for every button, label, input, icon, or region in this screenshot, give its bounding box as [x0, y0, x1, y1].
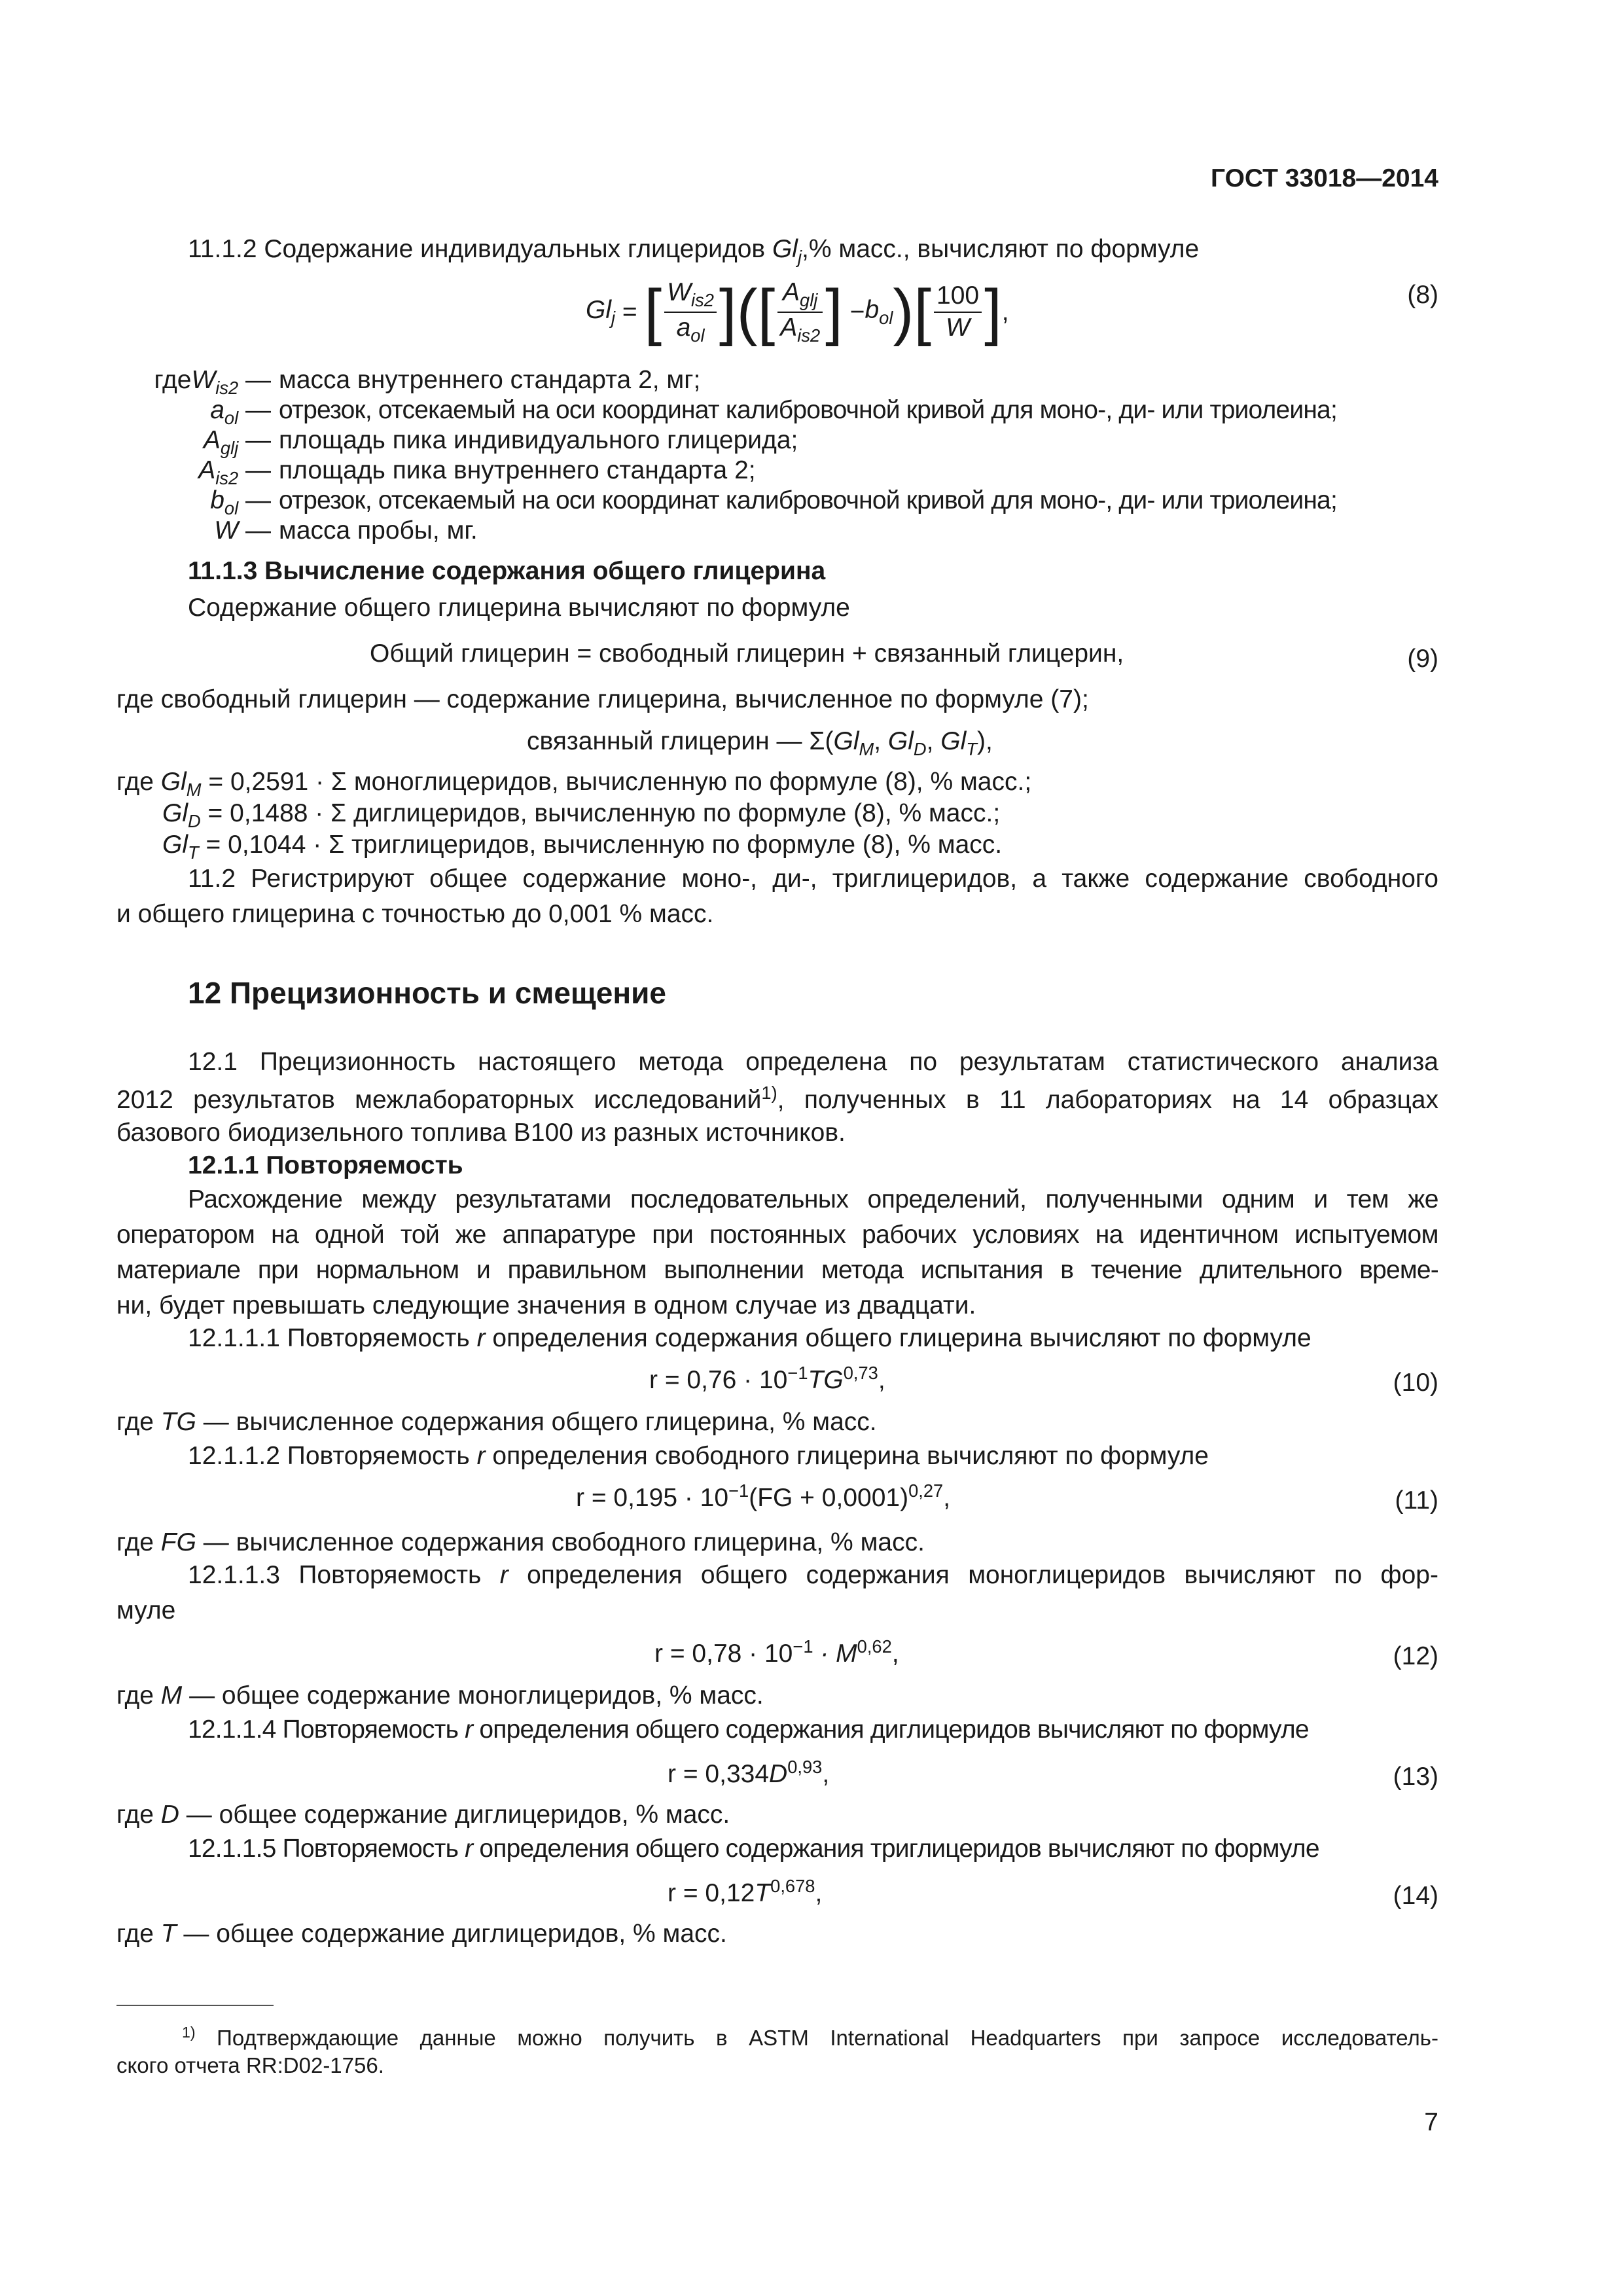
where-item: $Gl_D = 0,1488 \cdot \Sigma$ диглицеридов, вычисленную по формуле (8), % масс.;	[162, 799, 1001, 831]
bound-glycerin-formula: связанный глицерин — $\Sigma(Gl_M$, $Gl_D$, $Gl_T$),	[527, 727, 993, 759]
where-item: $b_{ol}$ — отрезок, отсекаемый на оси координат калибровочной кривой для моно-, ди- или триолеина;	[210, 486, 1337, 518]
formula-12: $r = 0,78 \cdot 10^{-1} \cdot M^{0,62}$,	[654, 1636, 899, 1668]
equation-number-10: (10)	[1393, 1369, 1438, 1397]
section-12-1-1-heading: 12.1.1 Повторяемость	[188, 1151, 463, 1179]
equation-number-9: (9)	[1407, 645, 1438, 673]
formula-9: Общий глицерин = свободный глицерин + связанный глицерин,	[370, 639, 1124, 668]
document-number: ГОСТ 33018—2014	[1211, 164, 1438, 192]
formula-9-where: где свободный глицерин — содержание глицерина, вычисленное по формуле (7);	[116, 685, 1089, 713]
page-number: 7	[1424, 2108, 1438, 2136]
where-item: $A_{glj}$ — площадь пика индивидуального глицерида;	[203, 426, 798, 458]
section-12-1-1-3-lead: 12.1.1.3 Повторяемость r определения общего содержания моноглицеридов вычисляют по фор-	[188, 1561, 1438, 1589]
formula-11: $r = 0,195 \cdot 10^{-1}(FG + 0,0001)^{0,27}$,	[576, 1480, 951, 1512]
formula-8-where-list	[113, 365, 1438, 546]
section-11-2-line2: и общего глицерина с точностью до 0,001 % масс.	[116, 900, 714, 928]
equation-number-12: (12)	[1393, 1642, 1438, 1670]
footnote: $^{1)}$ Подтверждающие данные можно получить в ASTM International Headquarters при запросе исследователь- ского отчета RR:D02-1756.	[116, 2024, 1438, 2077]
where-item: где $Gl_M = 0,2591 \cdot \Sigma$ моноглицеридов, вычисленную по формуле (8), % масс.;	[116, 768, 1032, 800]
formula-14: $r = 0,12T^{0,678}$,	[668, 1876, 823, 1907]
section-12-1-1-1-lead: 12.1.1.1 Повторяемость r определения содержания общего глицерина вычисляют по формуле	[188, 1324, 1311, 1352]
formula-11-where: где FG — вычисленное содержания свободного глицерина, % масс.	[116, 1528, 925, 1556]
section-12-1-1-5-lead: 12.1.1.5 Повторяемость r определения общего содержания триглицеридов вычисляют по формуле	[188, 1835, 1319, 1863]
section-12-1-1-2-lead: 12.1.1.2 Повторяемость r определения свободного глицерина вычисляют по формуле	[188, 1442, 1209, 1470]
formula-14-where: где T — общее содержание диглицеридов, % масс.	[116, 1920, 727, 1948]
formula-10: $r = 0,76 \cdot 10^{-1}TG^{0,73}$,	[649, 1363, 885, 1394]
section-11-1-3-heading: 11.1.3 Вычисление содержания общего глицерина	[188, 557, 826, 585]
section-11-1-3-intro: Содержание общего глицерина вычисляют по формуле	[188, 594, 850, 622]
formula-10-where: где TG — вычисленное содержания общего глицерина, % масс.	[116, 1408, 877, 1436]
formula-8: $Gl_j$ = [ $\frac{W_{is2}}{a_{ol}}$ ] ( [ $\frac{A_{glj}}{A_{is2}}$ ] − $b_{ol}$ ) [ $\frac{100}{W}$ ] ,	[586, 277, 1009, 347]
where-item: $a_{ol}$ — отрезок, отсекаемый на оси координат калибровочной кривой для моно-, ди- или триолеина;	[210, 396, 1337, 428]
equation-number-11: (11)	[1395, 1486, 1438, 1515]
section-12-1-1-paragraph: Расхождение между результатами последовательных определений, полученными одним и тем же оператором на одной той же аппаратуре при постоянных рабочих условиях на идентичном испытуемом материале при нормальном и правильном выполнении метода испытания в течение длительного време- ни, будет превышать следующие значения в одном случае из двадцати.	[116, 1185, 1438, 1319]
where-item: W — масса пробы, мг.	[214, 516, 478, 545]
bound-glycerin-where-list	[116, 767, 1031, 861]
section-12-1-1-3-lead-cont: муле	[116, 1596, 176, 1624]
formula-13: $r = 0,334D^{0,93}$,	[668, 1757, 830, 1788]
section-12-1-1-4-lead: 12.1.1.4 Повторяемость r определения общего содержания диглицеридов вычисляют по формуле	[188, 1715, 1309, 1744]
where-item: $Gl_T = 0,1044 \cdot \Sigma$ триглицеридов, вычисленную по формуле (8), % масс.	[162, 831, 1003, 863]
footnote-separator	[116, 2005, 274, 2006]
section-12-title: 12 Прецизионность и смещение	[188, 976, 667, 1010]
where-item: гдеW$_{is2}$ — масса внутреннего стандарта 2, мг;	[154, 366, 701, 398]
equation-number-14: (14)	[1393, 1882, 1438, 1910]
section-11-2-line1: 11.2 Регистрируют общее содержание моно-, ди-, триглицеридов, а также содержание свободного	[188, 865, 1438, 893]
section-12-1-paragraph: 12.1 Прецизионность настоящего метода определена по результатам статистического анализа 2012 результатов межлабораторных исследований$^{1)}$, полученных в 11 лабораториях на 14 образцах базового биодизельного топлива В100 из разных источников.	[116, 1048, 1438, 1147]
formula-12-where: где M — общее содержание моноглицеридов, % масс.	[116, 1681, 764, 1710]
where-item: $A_{is2}$ — площадь пика внутреннего стандарта 2;	[198, 456, 756, 488]
equation-number-13: (13)	[1393, 1763, 1438, 1791]
formula-13-where: где D — общее содержание диглицеридов, % масс.	[116, 1801, 730, 1829]
equation-number-8: (8)	[1407, 281, 1438, 309]
section-11-1-2-intro: 11.1.2 Содержание индивидуальных глицеридов $Gl_j,\%$ масс., вычисляют по формуле	[188, 235, 1200, 267]
